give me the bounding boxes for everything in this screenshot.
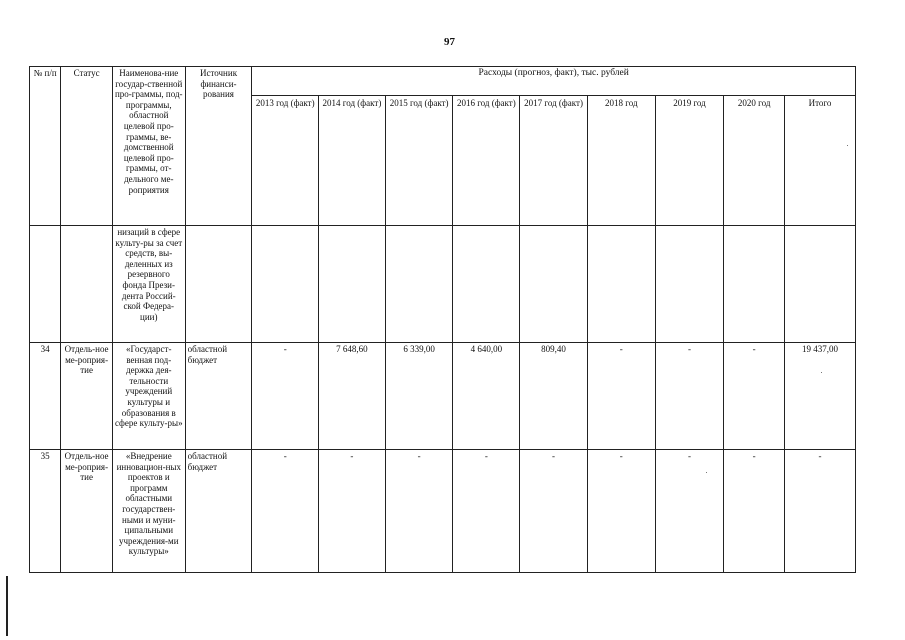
header-year-2014: 2014 год (факт) bbox=[319, 96, 386, 226]
header-total: Итого bbox=[785, 96, 856, 226]
cell-empty bbox=[724, 226, 785, 343]
header-expenses: Расходы (прогноз, факт), тыс. рублей bbox=[252, 67, 856, 96]
header-year-2013: 2013 год (факт) bbox=[252, 96, 319, 226]
row-value-2019: - bbox=[655, 450, 724, 573]
row-num: 34 bbox=[30, 343, 61, 450]
row-value-2019: - bbox=[655, 343, 724, 450]
cell-empty bbox=[252, 226, 319, 343]
row-value-2016: 4 640,00 bbox=[453, 343, 520, 450]
row-source: областной бюджет bbox=[185, 450, 252, 573]
header-num: № п/п bbox=[30, 67, 61, 226]
header-name: Наименова-ние государ-ственной про-граммы, под-программы, областной целевой про-граммы, ве-домственной целевой про-граммы, от-дельного ме-роприятия bbox=[112, 67, 185, 226]
header-source: Источник финанси-рования bbox=[185, 67, 252, 226]
row-value-2018: - bbox=[587, 450, 655, 573]
cell-empty bbox=[655, 226, 724, 343]
cell-empty bbox=[319, 226, 386, 343]
continuation-text: низаций в сфере культу-ры за счет средств, вы-деленных из резервного фонда Прези-дента Россий-ской Федера-ции) bbox=[112, 226, 185, 343]
scan-margin-line bbox=[6, 576, 8, 636]
header-year-2017: 2017 год (факт) bbox=[520, 96, 588, 226]
cell-empty bbox=[453, 226, 520, 343]
row-value-2020: - bbox=[724, 343, 785, 450]
header-year-2019: 2019 год bbox=[655, 96, 724, 226]
scan-speck bbox=[706, 472, 707, 473]
row-name: «Внедрение инновацион-ных проектов и программ областными государствен-ными и муни-ципальными учреждения-ми культуры» bbox=[112, 450, 185, 573]
row-total: 19 437,00 bbox=[785, 343, 856, 450]
cell-empty bbox=[520, 226, 588, 343]
row-value-2020: - bbox=[724, 450, 785, 573]
scan-speck bbox=[847, 145, 848, 146]
header-year-2018: 2018 год bbox=[587, 96, 655, 226]
row-name: «Государст-венная под-держка дея-тельности учреждений культуры и образования в сфере культу-ры» bbox=[112, 343, 185, 450]
row-value-2014: - bbox=[319, 450, 386, 573]
row-value-2015: - bbox=[385, 450, 453, 573]
cell-empty bbox=[61, 226, 113, 343]
cell-empty bbox=[587, 226, 655, 343]
row-value-2018: - bbox=[587, 343, 655, 450]
row-value-2017: - bbox=[520, 450, 588, 573]
row-value-2013: - bbox=[252, 343, 319, 450]
row-value-2017: 809,40 bbox=[520, 343, 588, 450]
header-year-2016: 2016 год (факт) bbox=[453, 96, 520, 226]
scan-speck bbox=[821, 372, 822, 373]
cell-empty bbox=[185, 226, 252, 343]
row-value-2014: 7 648,60 bbox=[319, 343, 386, 450]
header-year-2020: 2020 год bbox=[724, 96, 785, 226]
table-row bbox=[30, 226, 856, 343]
row-value-2013: - bbox=[252, 450, 319, 573]
header-year-2015: 2015 год (факт) bbox=[385, 96, 453, 226]
row-value-2016: - bbox=[453, 450, 520, 573]
row-source: областной бюджет bbox=[185, 343, 252, 450]
row-status: Отдель-ное ме-роприя-тие bbox=[61, 450, 113, 573]
header-status: Статус bbox=[61, 67, 113, 226]
table-row bbox=[30, 343, 856, 450]
row-status: Отдель-ное ме-роприя-тие bbox=[61, 343, 113, 450]
table-row bbox=[30, 450, 856, 573]
row-num: 35 bbox=[30, 450, 61, 573]
page-number: 97 bbox=[444, 36, 455, 48]
expenses-table bbox=[29, 66, 856, 573]
row-total: - bbox=[785, 450, 856, 573]
cell-empty bbox=[385, 226, 453, 343]
cell-empty bbox=[785, 226, 856, 343]
row-value-2015: 6 339,00 bbox=[385, 343, 453, 450]
cell-empty bbox=[30, 226, 61, 343]
